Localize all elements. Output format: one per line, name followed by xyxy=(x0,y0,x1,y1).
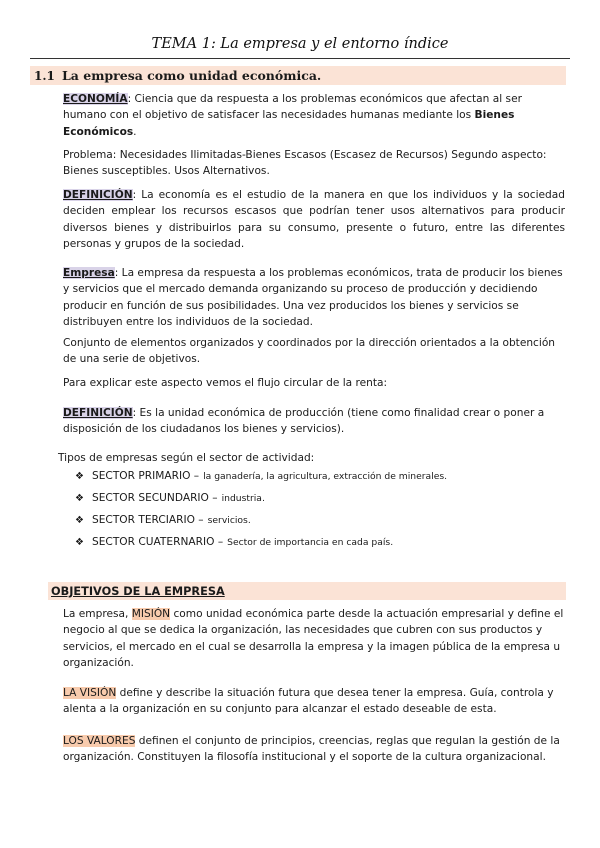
definicion-term-2: DEFINICIÓN xyxy=(63,407,133,419)
vision-term: LA VISIÓN xyxy=(63,687,117,699)
vision-paragraph xyxy=(63,685,565,718)
title-underline xyxy=(30,58,570,59)
economia-bold: Bienes Económicos xyxy=(63,109,515,138)
list-item: ❖ SECTOR TERCIARIO – servicios. xyxy=(75,514,251,526)
diamond-bullet-icon: ❖ xyxy=(75,493,84,504)
economia-text: : Ciencia que da respuesta a los problemas económicos que afectan al ser humano con el objetivo de satisfacer las necesidades humanas mediante los xyxy=(63,93,522,122)
definicion-text-1: : La economía es el estudio de la manera en que los individuos y la sociedad deciden emplear los recursos escasos que podrían tener usos alternativos para producir diversos bienes y distribuirlos para su consumo, presente o futuro, entre las diferentes personas y grupos de la sociedad. xyxy=(63,189,565,250)
section-heading xyxy=(30,66,566,85)
economia-paragraph: ECONOMÍA: Ciencia que da respuesta a los problemas económicos que afectan al ser humano con el objetivo de satisfacer las necesidades humanas mediante los Bienes Económicos. xyxy=(63,93,522,138)
mision-paragraph: La empresa, MISIÓN como unidad económica parte desde la actuación empresarial y define el negocio al que se dedica la organización, las necesidades que cubren con sus productos y servicios, el mercado en el cual se desarrolla la empresa y la imagen pública de la empresa u organización. xyxy=(63,608,564,669)
empresa-term: Empresa xyxy=(63,267,115,279)
section-number: 1.1 xyxy=(34,68,55,83)
diamond-bullet-icon: ❖ xyxy=(75,515,84,526)
valores-text: definen el conjunto de principios, creencias, reglas que regulan la gestión de la organización. Constituyen la filosofía institucional y el soporte de la cultura organizacional. xyxy=(63,735,560,764)
flujo-paragraph: Para explicar este aspecto vemos el flujo circular de la renta: xyxy=(63,377,388,389)
tipos-intro: Tipos de empresas según el sector de actividad: xyxy=(58,452,315,464)
conjunto-paragraph: Conjunto de elementos organizados y coordinados por la dirección orientados a la obtención de una serie de objetivos. xyxy=(63,337,556,366)
definicion-paragraph-2 xyxy=(63,405,565,438)
document-title: TEMA 1: La empresa y el entorno índice xyxy=(151,36,449,52)
empresa-paragraph xyxy=(63,265,565,330)
diamond-bullet-icon: ❖ xyxy=(75,471,84,482)
objetivos-title: OBJETIVOS DE LA EMPRESA xyxy=(51,584,225,598)
mision-term: MISIÓN xyxy=(131,608,171,620)
valores-term: LOS VALORES xyxy=(63,735,136,747)
economia-term: ECONOMÍA xyxy=(63,93,128,105)
empresa-text: : La empresa da respuesta a los problemas económicos, trata de producir los bienes y servicios que el mercado demanda organizando su proceso de producción y decidiendo producir en función de sus posibilidades. Una vez producidos los bienes y servicios se distribuyen entre los individuos de la sociedad. xyxy=(63,267,563,328)
list-item: ❖ SECTOR SECUNDARIO – industria. xyxy=(75,492,265,504)
list-item: ❖ SECTOR PRIMARIO – la ganadería, la agricultura, extracción de minerales. xyxy=(75,470,448,482)
objetivos-heading xyxy=(48,582,566,600)
definicion-term-1: DEFINICIÓN xyxy=(63,189,133,201)
mision-text: como unidad económica parte desde la actuación empresarial y define el negocio al que se dedica la organización, las necesidades que cubren con sus productos y servicios, el mercado en el cual se desarrolla la empresa y la imagen pública de la empresa u organización. xyxy=(63,608,564,669)
definicion-paragraph-1 xyxy=(63,187,565,252)
tipos-list xyxy=(75,470,447,558)
definicion-text-2: : Es la unidad económica de producción (tiene como finalidad crear o poner a disposición de los ciudadanos los bienes y servicios). xyxy=(63,407,545,436)
valores-paragraph xyxy=(63,733,565,766)
list-item: ❖ SECTOR CUATERNARIO – Sector de importancia en cada país. xyxy=(75,536,394,548)
problema-paragraph: Problema: Necesidades Ilimitadas-Bienes Escasos (Escasez de Recursos) Segundo aspecto: Bienes susceptibles. Usos Alternativos. xyxy=(63,149,547,178)
vision-text: define y describe la situación futura que desea tener la empresa. Guía, controla y alenta a la organización en su conjunto para alcanzar el estado deseable de esta. xyxy=(63,687,554,716)
section-title: La empresa como unidad económica. xyxy=(62,68,322,83)
diamond-bullet-icon: ❖ xyxy=(75,537,84,548)
